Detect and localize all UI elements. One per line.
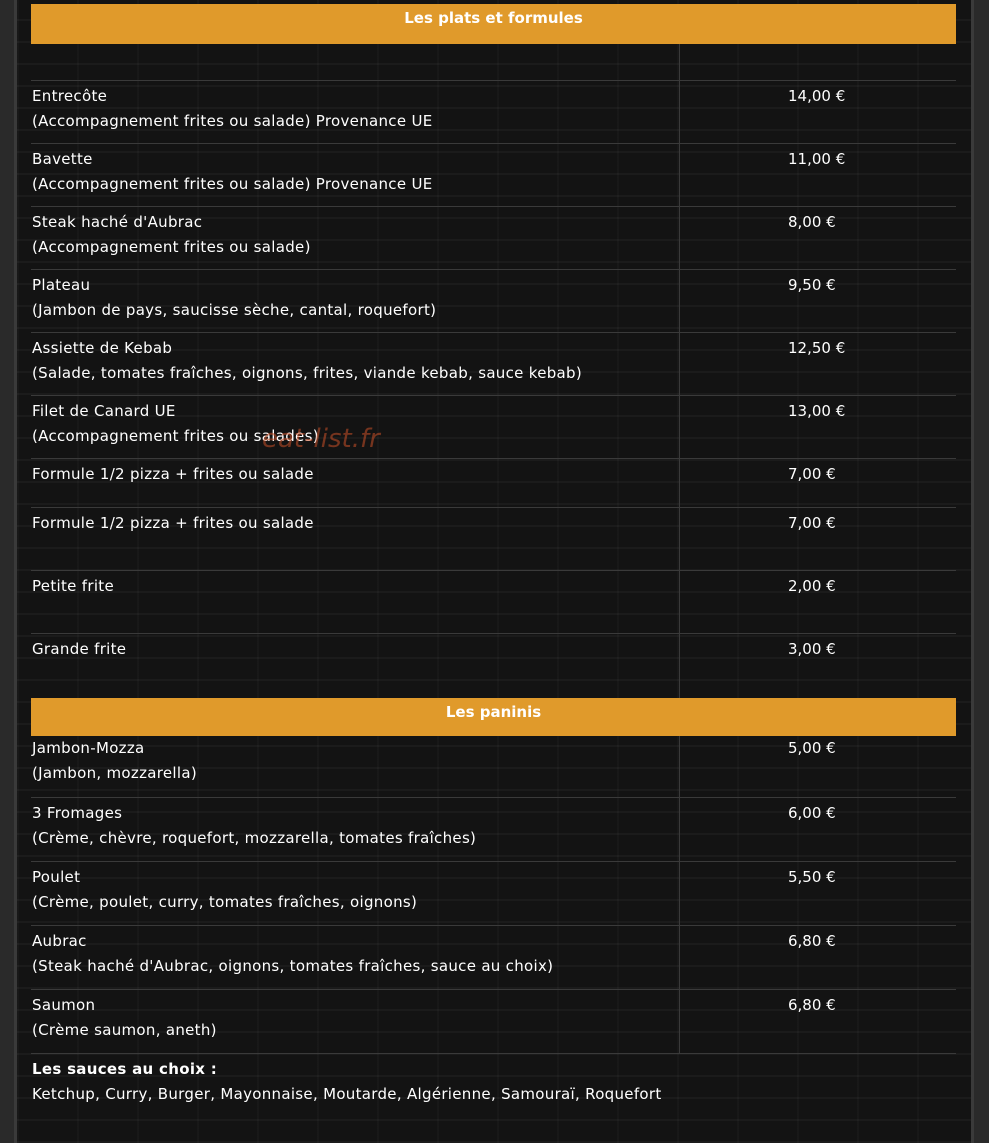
item-desc: (Crème, poulet, curry, tomates fraîches, oignons) <box>32 893 418 911</box>
item-name: Assiette de Kebab <box>32 339 173 357</box>
item-desc: (Crème, chèvre, roquefort, mozzarella, tomates fraîches) <box>32 829 477 847</box>
menu-item-row <box>31 736 956 797</box>
sauces-title: Les sauces au choix : <box>32 1060 218 1078</box>
item-price: 6,80 € <box>788 996 836 1014</box>
menu-item-row <box>31 458 956 507</box>
menu-item-row <box>31 570 956 633</box>
item-desc: (Jambon de pays, saucisse sèche, cantal, roquefort) <box>32 301 437 319</box>
menu-item-row <box>31 989 956 1053</box>
menu-item-row <box>31 80 956 143</box>
menu-item-row <box>31 332 956 395</box>
menu-item-row <box>31 861 956 925</box>
menu-item-row <box>31 797 956 861</box>
section-header-plats <box>31 4 956 44</box>
item-desc: (Accompagnement frites ou salade) Provenance UE <box>32 175 433 193</box>
item-price: 7,00 € <box>788 465 836 483</box>
menu-item-row <box>31 507 956 570</box>
item-price: 11,00 € <box>788 150 846 168</box>
section-title: Les plats et formules <box>404 9 583 27</box>
item-name: Entrecôte <box>32 87 108 105</box>
item-price: 9,50 € <box>788 276 836 294</box>
item-price: 12,50 € <box>788 339 846 357</box>
item-price: 3,00 € <box>788 640 836 658</box>
menu-item-row <box>31 143 956 206</box>
item-price: 8,00 € <box>788 213 836 231</box>
item-price: 6,80 € <box>788 932 836 950</box>
item-desc: (Salade, tomates fraîches, oignons, frites, viande kebab, sauce kebab) <box>32 364 583 382</box>
item-desc: (Steak haché d'Aubrac, oignons, tomates fraîches, sauce au choix) <box>32 957 554 975</box>
section-spacer <box>31 44 956 80</box>
item-price: 13,00 € <box>788 402 846 420</box>
item-price: 5,50 € <box>788 868 836 886</box>
item-name: Filet de Canard UE <box>32 402 176 420</box>
item-desc: (Accompagnement frites ou salade) Provenance UE <box>32 112 433 130</box>
item-price: 2,00 € <box>788 577 836 595</box>
item-name: Plateau <box>32 276 91 294</box>
item-name: Grande frite <box>32 640 127 658</box>
item-price: 5,00 € <box>788 739 836 757</box>
item-desc: (Accompagnement frites ou salades) <box>32 427 319 445</box>
sauces-list: Ketchup, Curry, Burger, Mayonnaise, Moutarde, Algérienne, Samouraï, Roquefort <box>32 1085 662 1103</box>
item-name: Saumon <box>32 996 96 1014</box>
item-name: Poulet <box>32 868 81 886</box>
item-name: Formule 1/2 pizza + frites ou salade <box>32 514 314 532</box>
section-title: Les paninis <box>445 703 542 721</box>
item-name: Petite frite <box>32 577 114 595</box>
menu-item-row <box>31 395 956 458</box>
item-name: Formule 1/2 pizza + frites ou salade <box>32 465 314 483</box>
item-desc: (Jambon, mozzarella) <box>32 764 197 782</box>
item-name: Jambon-Mozza <box>32 739 145 757</box>
menu-item-row <box>31 925 956 989</box>
section-header-paninis <box>31 698 956 736</box>
item-name: Aubrac <box>32 932 87 950</box>
item-desc: (Crème saumon, aneth) <box>32 1021 217 1039</box>
item-name: Steak haché d'Aubrac <box>32 213 203 231</box>
item-name: 3 Fromages <box>32 804 123 822</box>
menu-item-row <box>31 269 956 332</box>
sauces-row <box>31 1053 956 1113</box>
menu-item-row <box>31 633 956 698</box>
watermark: eat-list.fr <box>262 424 380 454</box>
item-price: 7,00 € <box>788 514 836 532</box>
item-price: 6,00 € <box>788 804 836 822</box>
item-name: Bavette <box>32 150 93 168</box>
menu-item-row <box>31 206 956 269</box>
item-price: 14,00 € <box>788 87 846 105</box>
item-desc: (Accompagnement frites ou salade) <box>32 238 311 256</box>
